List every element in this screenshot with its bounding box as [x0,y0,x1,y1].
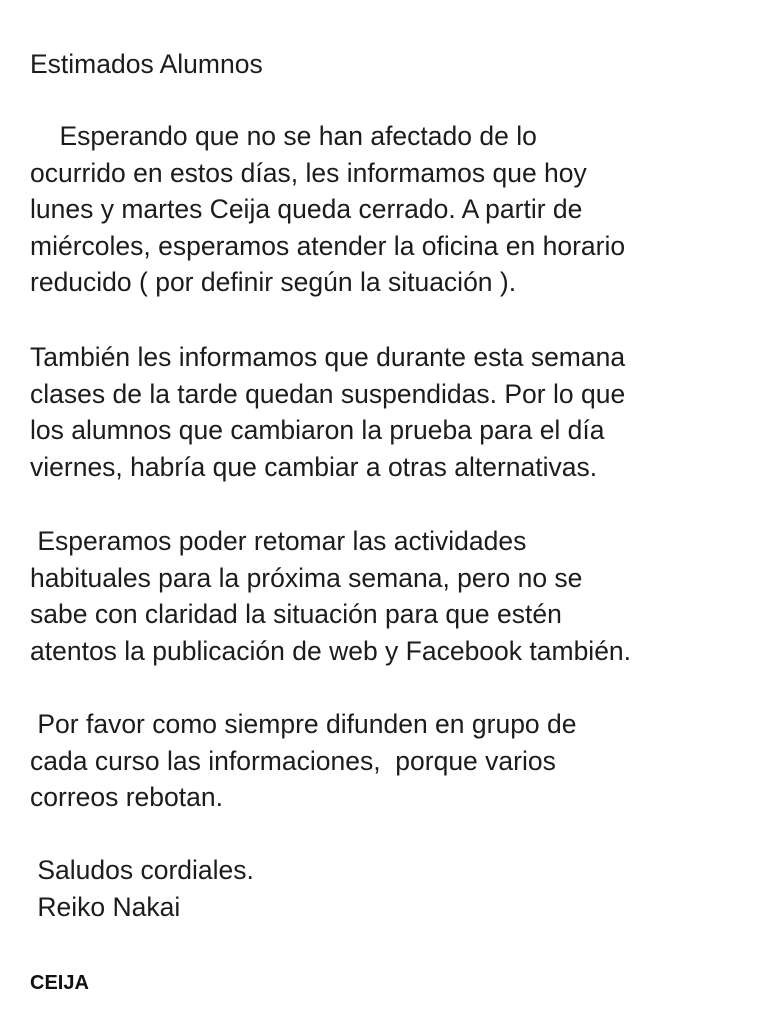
paragraph-share-request: Por favor como siempre difunden en grupo de cada curso las informaciones, porque varios correos rebotan. [30,709,577,812]
paragraph-closure-notice: Esperando que no se han afectado de lo ocurrido en estos días, les informamos que hoy lunes y martes Ceija queda cerrado. A partir de miércoles, esperamos atender la oficina en horario reducido ( por definir según la situación ). [30,121,626,297]
closing-signature: Saludos cordiales. Reiko Nakai [37,855,254,922]
greeting-text: Estimados Alumnos [30,49,263,79]
footer-brand-label: CEIJA [30,972,89,994]
paragraph-resume-activities: Esperamos poder retomar las actividades habituales para la próxima semana, pero no se sabe con claridad la situación para que estén atentos la publicación de web y Facebook también. [30,526,632,666]
paragraph-classes-suspended: También les informamos que durante esta semana clases de la tarde quedan suspendidas. Por lo que los alumnos que cambiaron la prueba para el día viernes, habría que cambiar a otras alternativas. [30,342,626,482]
